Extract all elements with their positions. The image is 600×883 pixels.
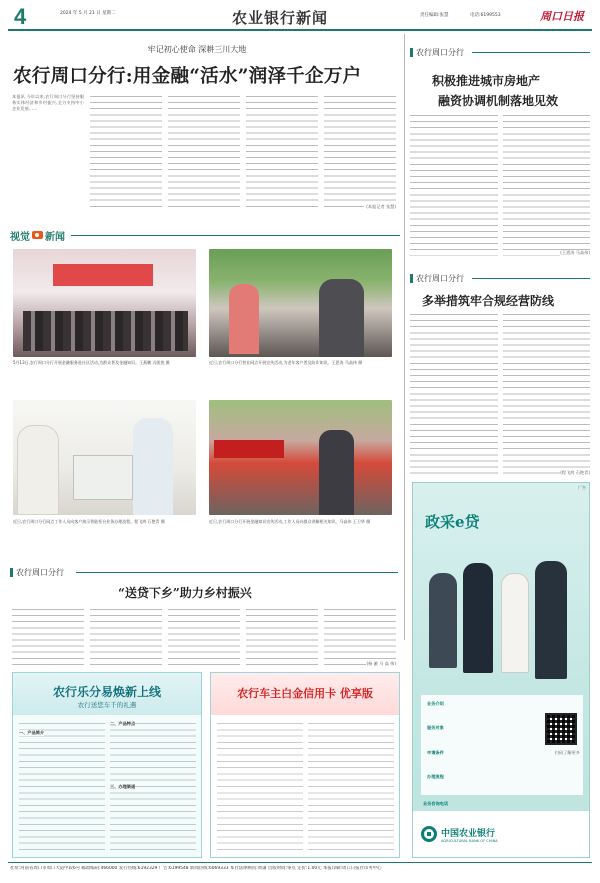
photo-header <box>10 228 400 242</box>
lead-text-col <box>324 94 396 210</box>
lead-tail: (本报记者 张慧) <box>366 203 396 209</box>
lead-body <box>12 94 402 210</box>
ad3-title: 政采e贷 <box>425 513 480 531</box>
ad3-person <box>535 561 567 679</box>
column-divider <box>404 34 405 640</box>
right-mid-label <box>410 273 464 284</box>
lead-kicker: 牢记初心使命 深耕三川大地 <box>147 45 247 54</box>
bottom-label-text: 农行周口分行 <box>16 568 64 577</box>
bottom-tail: (杨 澈 马 高 伟) <box>366 660 396 666</box>
right-top-title-2: 融资协调机制落地见效 <box>438 94 559 108</box>
photo-counter <box>13 400 196 515</box>
right-top-col <box>410 113 498 256</box>
photo-woman <box>17 425 59 515</box>
ad3-hotline: 业务咨询电话 <box>423 801 449 806</box>
editor: 责任编辑:张慧 <box>420 13 449 18</box>
phone: 电话:6199553 <box>470 13 501 18</box>
bottom-col <box>12 607 84 667</box>
right-mid-col <box>410 312 498 476</box>
label-bar <box>410 274 413 283</box>
lead-title: 农行周口分行:用金融“活水”润泽千企万户 <box>13 66 362 87</box>
photo-label: 视觉 <box>10 231 30 243</box>
photo-caption-2: 近日,农行周口分行营业网点开展宣传活动,为老年客户普及防诈知识。王恩涛 马高伟 摄 <box>209 360 363 365</box>
ad3-person <box>501 573 529 673</box>
photo-person <box>229 284 259 354</box>
qr-caption: 扫码了解更多 <box>554 750 580 755</box>
photo-caption-4: 近日,农行周口分行开展金融知识宣传活动,工作人员向群众讲解相关知识。马高伟 王卫华 摄 <box>209 519 371 524</box>
ad1-col <box>19 721 105 855</box>
photo-person <box>319 279 364 357</box>
bottom-col <box>90 607 162 667</box>
bottom-body <box>12 607 398 667</box>
right-top-tail: (王恩涛 马高伟) <box>560 249 590 255</box>
bottom-rule <box>76 572 398 573</box>
photo-staff <box>133 418 173 515</box>
bottom-col <box>246 607 318 667</box>
right-top-body <box>410 113 590 256</box>
bottom-label <box>10 567 64 578</box>
bottom-col <box>324 607 396 667</box>
ad1-subtitle: 农行送您车千的礼遇 <box>77 701 137 709</box>
camera-icon <box>32 231 43 239</box>
ad3-features <box>427 701 537 780</box>
photo-seniors <box>209 249 392 357</box>
right-mid-title: 多举措筑牢合规经营防线 <box>422 294 555 308</box>
right-mid-tail: (程飞鸿 石艳青) <box>560 469 590 475</box>
ad1-item: 三、办理渠道 <box>110 784 136 789</box>
photo-banner <box>214 440 284 458</box>
header-rule <box>8 29 592 31</box>
ad1-item: 二、产品特点 <box>110 721 136 726</box>
photo-banner <box>53 264 153 286</box>
ad-tag: 广告 <box>578 485 586 490</box>
photo-outdoor <box>209 400 392 515</box>
lead-text-col <box>168 94 240 210</box>
ad2-body <box>217 721 395 851</box>
bank-name: 中国农业银行 <box>441 828 496 839</box>
ad3-people <box>423 543 583 693</box>
ad3-dot: 业务介绍 <box>427 701 444 706</box>
photo-sublabel: 新闻 <box>45 231 65 243</box>
lead-text-col <box>90 94 162 210</box>
photo-header-line <box>71 235 400 236</box>
photo-crowd <box>23 311 188 351</box>
ad2-col <box>308 721 394 851</box>
right-top-title-1: 积极推进城市房地产 <box>432 74 541 88</box>
brand-logo: 周口日报 <box>540 10 584 23</box>
ad-zhengcai <box>412 482 590 858</box>
page-number: 4 <box>14 4 27 29</box>
bank-name-en: AGRICULTURAL BANK OF CHINA <box>441 838 498 843</box>
ad3-dot: 办理流程 <box>427 773 444 779</box>
right-mid-col <box>503 312 591 476</box>
right-top-label-text: 农行周口分行 <box>416 48 464 57</box>
ad2-col <box>217 721 303 851</box>
photo-community <box>13 249 196 357</box>
ad-car-card <box>210 672 400 858</box>
photo-kiosk <box>73 455 133 500</box>
footer-info: 社址:河南省周口市周口大道中段6号 邮政编码:466000 发行热线:6192329 广告:6199548 新闻热线:6069333 本社法律顾问:黄谦 出版时间:零点 定价:1.00元 本报印刷:周口日报社印务中心 <box>10 866 382 871</box>
ad3-bank-wrap <box>441 826 498 843</box>
ad3-dot: 服务对象 <box>427 725 444 731</box>
right-mid-rule <box>472 278 590 279</box>
abc-logo-icon <box>421 826 437 842</box>
ad1-item: 一、产品简介 <box>19 729 45 735</box>
ad3-feature-box <box>421 695 583 795</box>
ad3-dot: 申请条件 <box>427 749 444 755</box>
qr-code-icon <box>545 713 577 745</box>
ad-lefenyi <box>12 672 202 858</box>
photo-caption-1: 5月13日,农行周口分行开展金融服务进社区活动,为群众普及金融知识。王燕鹏 冯凯悦 摄 <box>13 360 170 365</box>
ad1-col <box>110 721 196 855</box>
issue-date: 2024 年 5 月 21 日 星期二 <box>60 11 116 16</box>
footer-rule <box>8 862 592 863</box>
lead-text-col: 本报讯 今年以来,农行周口分行坚持服务实体经济和乡村振兴,全力支持中小企业发展…… <box>12 94 84 112</box>
right-mid-label-text: 农行周口分行 <box>416 274 464 283</box>
right-mid-body <box>410 312 590 476</box>
right-top-label <box>410 47 464 58</box>
right-top-rule <box>472 52 590 53</box>
bottom-title: “送贷下乡”助力乡村振兴 <box>118 586 252 600</box>
bottom-col <box>168 607 240 667</box>
ad3-person <box>463 563 493 673</box>
lead-text-col <box>246 94 318 210</box>
label-bar <box>10 568 13 577</box>
right-top-col <box>503 113 591 256</box>
photo-caption-3: 近日,农行周口分行网点工作人员向客户演示智能柜台业务办理流程。程飞鸿 石艳青 摄 <box>13 519 165 524</box>
label-bar <box>410 48 413 57</box>
section-title: 农业银行新闻 <box>232 9 329 27</box>
ad3-person <box>429 573 457 668</box>
ad2-title: 农行车主白金信用卡 优享版 <box>237 687 373 700</box>
ad1-title: 农行乐分易焕新上线 <box>52 685 161 699</box>
photo-person <box>319 430 354 515</box>
ad3-footer <box>413 811 589 857</box>
ad1-body <box>19 721 197 855</box>
